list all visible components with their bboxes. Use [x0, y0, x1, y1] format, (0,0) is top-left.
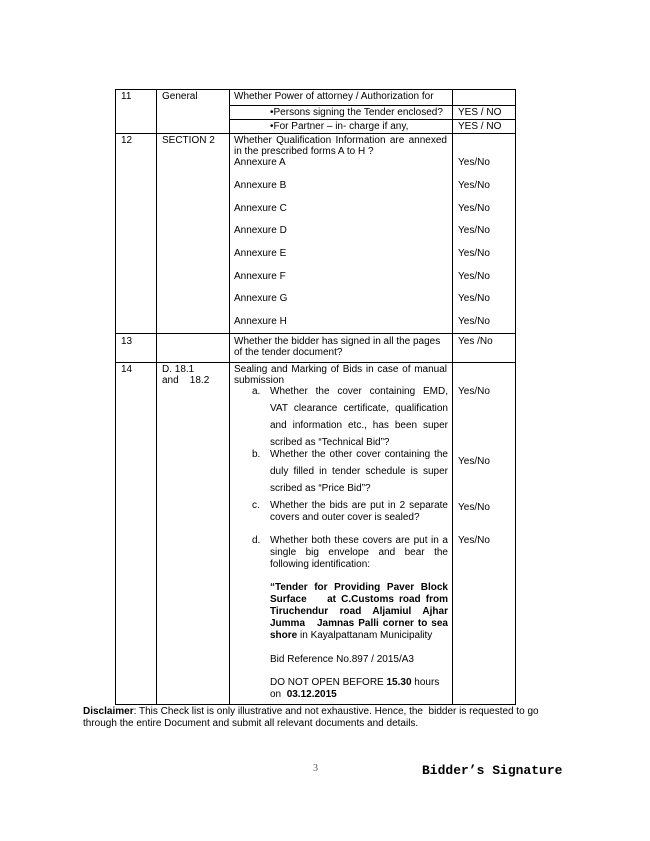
identification-text: Tiruchendur road Aljamiul Ajhar — [270, 606, 448, 617]
row-divider — [115, 362, 516, 363]
row-question: Whether Power of attorney / Authorization for — [234, 91, 434, 102]
annexure-label: Annexure C — [234, 203, 287, 214]
page-number: 3 — [313, 763, 318, 774]
annexure-label: Annexure G — [234, 293, 288, 304]
row-reference: SECTION 2 — [162, 135, 215, 146]
row-divider — [115, 333, 516, 334]
answer-option: Yes/No — [458, 293, 490, 304]
disclaimer-cont: through the entire Document and submit all relevant documents and details. — [83, 718, 419, 729]
answer-option: Yes /No — [458, 336, 493, 347]
list-item: Whether both these covers are put in a — [270, 535, 448, 546]
row-number: 14 — [121, 364, 133, 375]
row-reference: D. 18.1 — [162, 364, 195, 375]
answer-option: Yes/No — [458, 248, 490, 259]
list-item-cont: VAT clearance certificate, qualification — [270, 403, 448, 414]
list-item: •For Partner – in- charge if any, — [270, 121, 409, 132]
col-line — [452, 89, 453, 705]
annexure-label: Annexure B — [234, 180, 287, 191]
row-question: Sealing and Marking of Bids in case of manual — [234, 364, 447, 375]
answer-option: YES / NO — [458, 121, 502, 132]
do-not-open-notice: DO NOT OPEN BEFORE 15.30 hours — [270, 677, 440, 688]
list-item-cont: following identification: — [270, 559, 371, 570]
bidder-signature-label: Bidder’s Signature — [422, 763, 563, 778]
list-item-cont: covers and outer cover is sealed? — [270, 512, 420, 523]
list-item-cont: duly filled in tender schedule is super — [270, 466, 448, 477]
annexure-label: Annexure E — [234, 248, 287, 259]
row-question: Whether Qualification Information are annexed — [234, 135, 447, 146]
col-line — [115, 89, 116, 705]
list-item: Whether the bids are put in 2 separate — [270, 500, 448, 511]
bid-reference: Bid Reference No.897 / 2015/A3 — [270, 654, 414, 665]
answer-option: YES / NO — [458, 107, 502, 118]
row-question-cont: submission — [234, 375, 285, 386]
row-question-cont: in the prescribed forms A to H ? — [234, 146, 374, 157]
disclaimer-label: Disclaimer — [83, 706, 134, 717]
identification-text: “Tender for Providing Paver Block — [270, 582, 448, 593]
row-question: Whether the bidder has signed in all the pages — [234, 336, 441, 347]
row-number: 11 — [121, 91, 132, 102]
col-line — [156, 89, 157, 705]
do-not-open-date: on 03.12.2015 — [270, 689, 337, 700]
list-item: Whether the cover containing EMD, — [270, 386, 448, 397]
identification-text: shore in Kayalpattanam Municipality — [270, 630, 433, 641]
list-item-cont: scribed as “Technical Bid”? — [270, 437, 390, 448]
answer-option: Yes/No — [458, 271, 490, 282]
list-item-cont: scribed as “Price Bid”? — [270, 483, 371, 494]
table-border-bottom — [115, 704, 516, 705]
answer-option: Yes/No — [458, 502, 490, 513]
identification-text: Jumma Jamnas Palli corner to sea — [270, 618, 448, 629]
list-item-cont: and information etc., has been super — [270, 420, 448, 431]
row-number: 12 — [121, 135, 133, 146]
list-item: •Persons signing the Tender enclosed? — [270, 107, 443, 118]
identification-text: Surface at C.Customs road from — [270, 594, 448, 605]
answer-option: Yes/No — [458, 203, 490, 214]
annexure-label: Annexure H — [234, 316, 287, 327]
row-question-cont: of the tender document? — [234, 347, 343, 358]
row-divider — [229, 105, 516, 106]
list-marker: c. — [252, 500, 260, 511]
list-item: Whether the other cover containing the — [270, 449, 448, 460]
list-marker: a. — [252, 386, 261, 397]
answer-option: Yes/No — [458, 180, 490, 191]
row-divider — [229, 119, 516, 120]
answer-option: Yes/No — [458, 157, 490, 168]
disclaimer: Disclaimer: This Check list is only illustrative and not exhaustive. Hence, the bidder is requested to go — [83, 706, 539, 717]
annexure-label: Annexure F — [234, 271, 286, 282]
answer-option: Yes/No — [458, 386, 490, 397]
table-border-top — [115, 89, 516, 90]
row-divider — [115, 133, 516, 134]
list-item-cont: single big envelope and bear the — [270, 547, 448, 558]
answer-option: Yes/No — [458, 535, 490, 546]
list-marker: d. — [252, 535, 261, 546]
row-reference: General — [162, 91, 198, 102]
list-marker: b. — [252, 449, 261, 460]
answer-option: Yes/No — [458, 225, 490, 236]
row-number: 13 — [121, 336, 133, 347]
row-reference-cont: and 18.2 — [162, 375, 210, 386]
col-line — [515, 89, 516, 705]
answer-option: Yes/No — [458, 316, 490, 327]
annexure-label: Annexure D — [234, 225, 287, 236]
answer-option: Yes/No — [458, 456, 490, 467]
annexure-label: Annexure A — [234, 157, 286, 168]
col-line — [229, 89, 230, 705]
